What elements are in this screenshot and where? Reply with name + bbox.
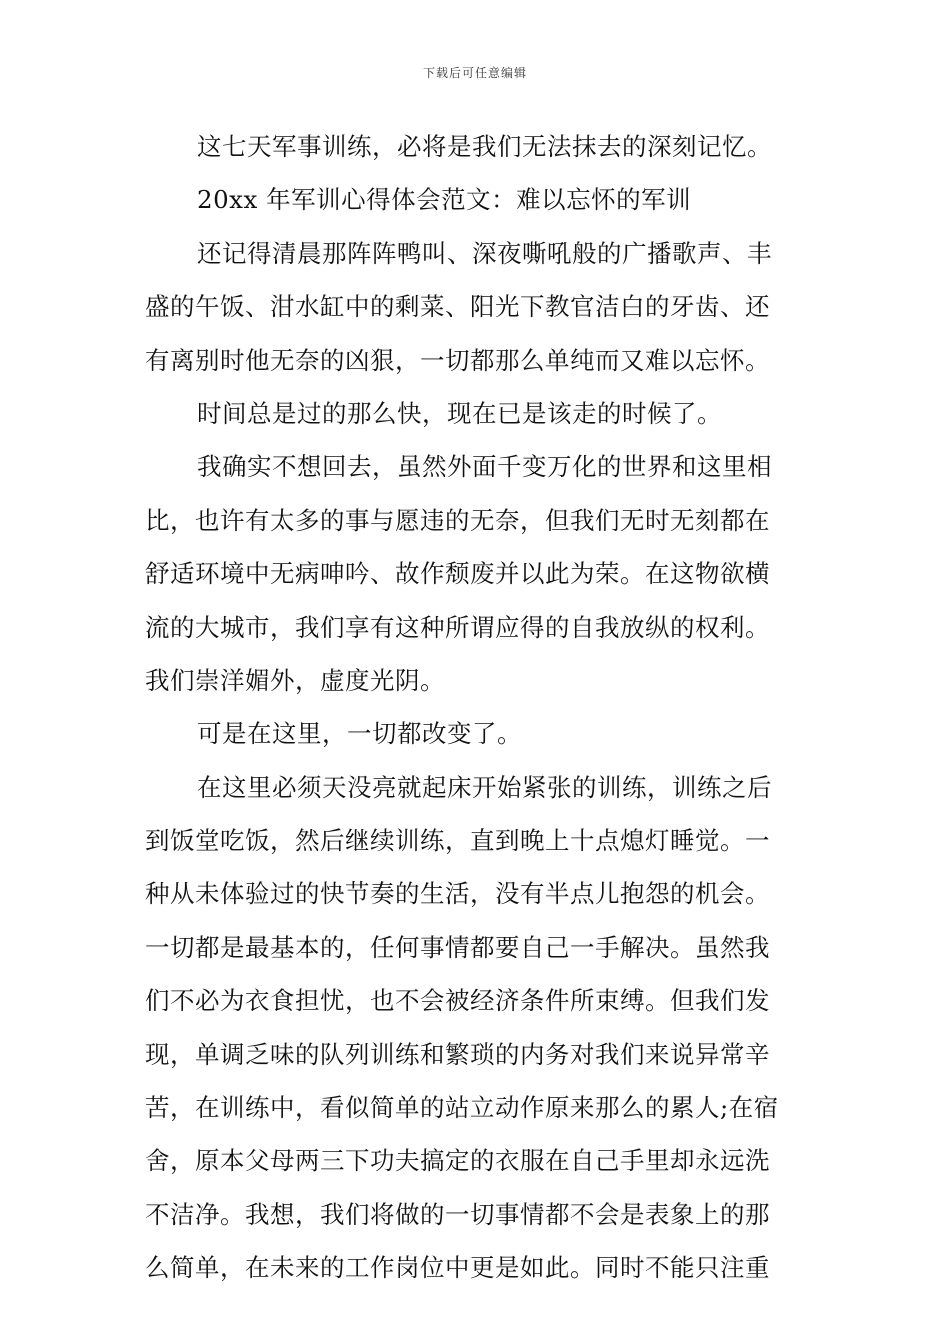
text-line: 舍，原本父母两三下功夫搞定的衣服在自己手里却永远洗 [145, 1146, 770, 1176]
text-line: 20xx 年军训心得体会范文：难以忘怀的军训 [197, 185, 692, 215]
text-line: 这七天军事训练，必将是我们无法抹去的深刻记忆。 [197, 132, 772, 161]
text-line: 比，也许有太多的事与愿违的无奈，但我们无时无刻都在 [145, 505, 770, 535]
text-line: 苦，在训练中，看似简单的站立动作原来那么的累人;在宿 [145, 1093, 779, 1123]
text-line: 还记得清晨那阵阵鸭叫、深夜嘶吼般的广播歌声、丰 [197, 238, 772, 268]
text-line: 么简单，在未来的工作岗位中更是如此。同时不能只注重 [145, 1253, 770, 1283]
text-line: 我们崇洋媚外，虚度光阴。 [145, 665, 445, 695]
text-line: 时间总是过的那么快，现在已是该走的时候了。 [197, 398, 722, 428]
text-line: 流的大城市，我们享有这种所谓应得的自我放纵的权利。 [145, 612, 770, 642]
text-line: 有离别时他无奈的凶狠，一切都那么单纯而又难以忘怀。 [145, 345, 770, 375]
text-line: 盛的午饭、泔水缸中的剩菜、阳光下教官洁白的牙齿、还 [145, 292, 770, 322]
text-line: 一切都是最基本的，任何事情都要自己一手解决。虽然我 [145, 932, 770, 962]
document-body [145, 120, 810, 1295]
text-line: 我确实不想回去，虽然外面千变万化的世界和这里相 [197, 452, 772, 482]
text-line: 现，单调乏味的队列训练和繁琐的内务对我们来说异常辛 [145, 1039, 770, 1069]
text-line: 们不必为衣食担忧，也不会被经济条件所束缚。但我们发 [145, 986, 770, 1016]
text-line: 舒适环境中无病呻吟、故作颓废并以此为荣。在这物欲横 [145, 559, 770, 589]
text-line: 不洁净。我想，我们将做的一切事情都不会是表象上的那 [145, 1199, 770, 1229]
text-line: 到饭堂吃饭，然后继续训练，直到晚上十点熄灯睡觉。一 [145, 826, 770, 856]
page-header: 下载后可任意编辑 [422, 66, 527, 80]
text-line: 在这里必须天没亮就起床开始紧张的训练，训练之后 [197, 772, 772, 802]
text-line: 可是在这里，一切都改变了。 [197, 719, 522, 749]
text-line: 种从未体验过的快节奏的生活，没有半点儿抱怨的机会。 [145, 879, 770, 909]
